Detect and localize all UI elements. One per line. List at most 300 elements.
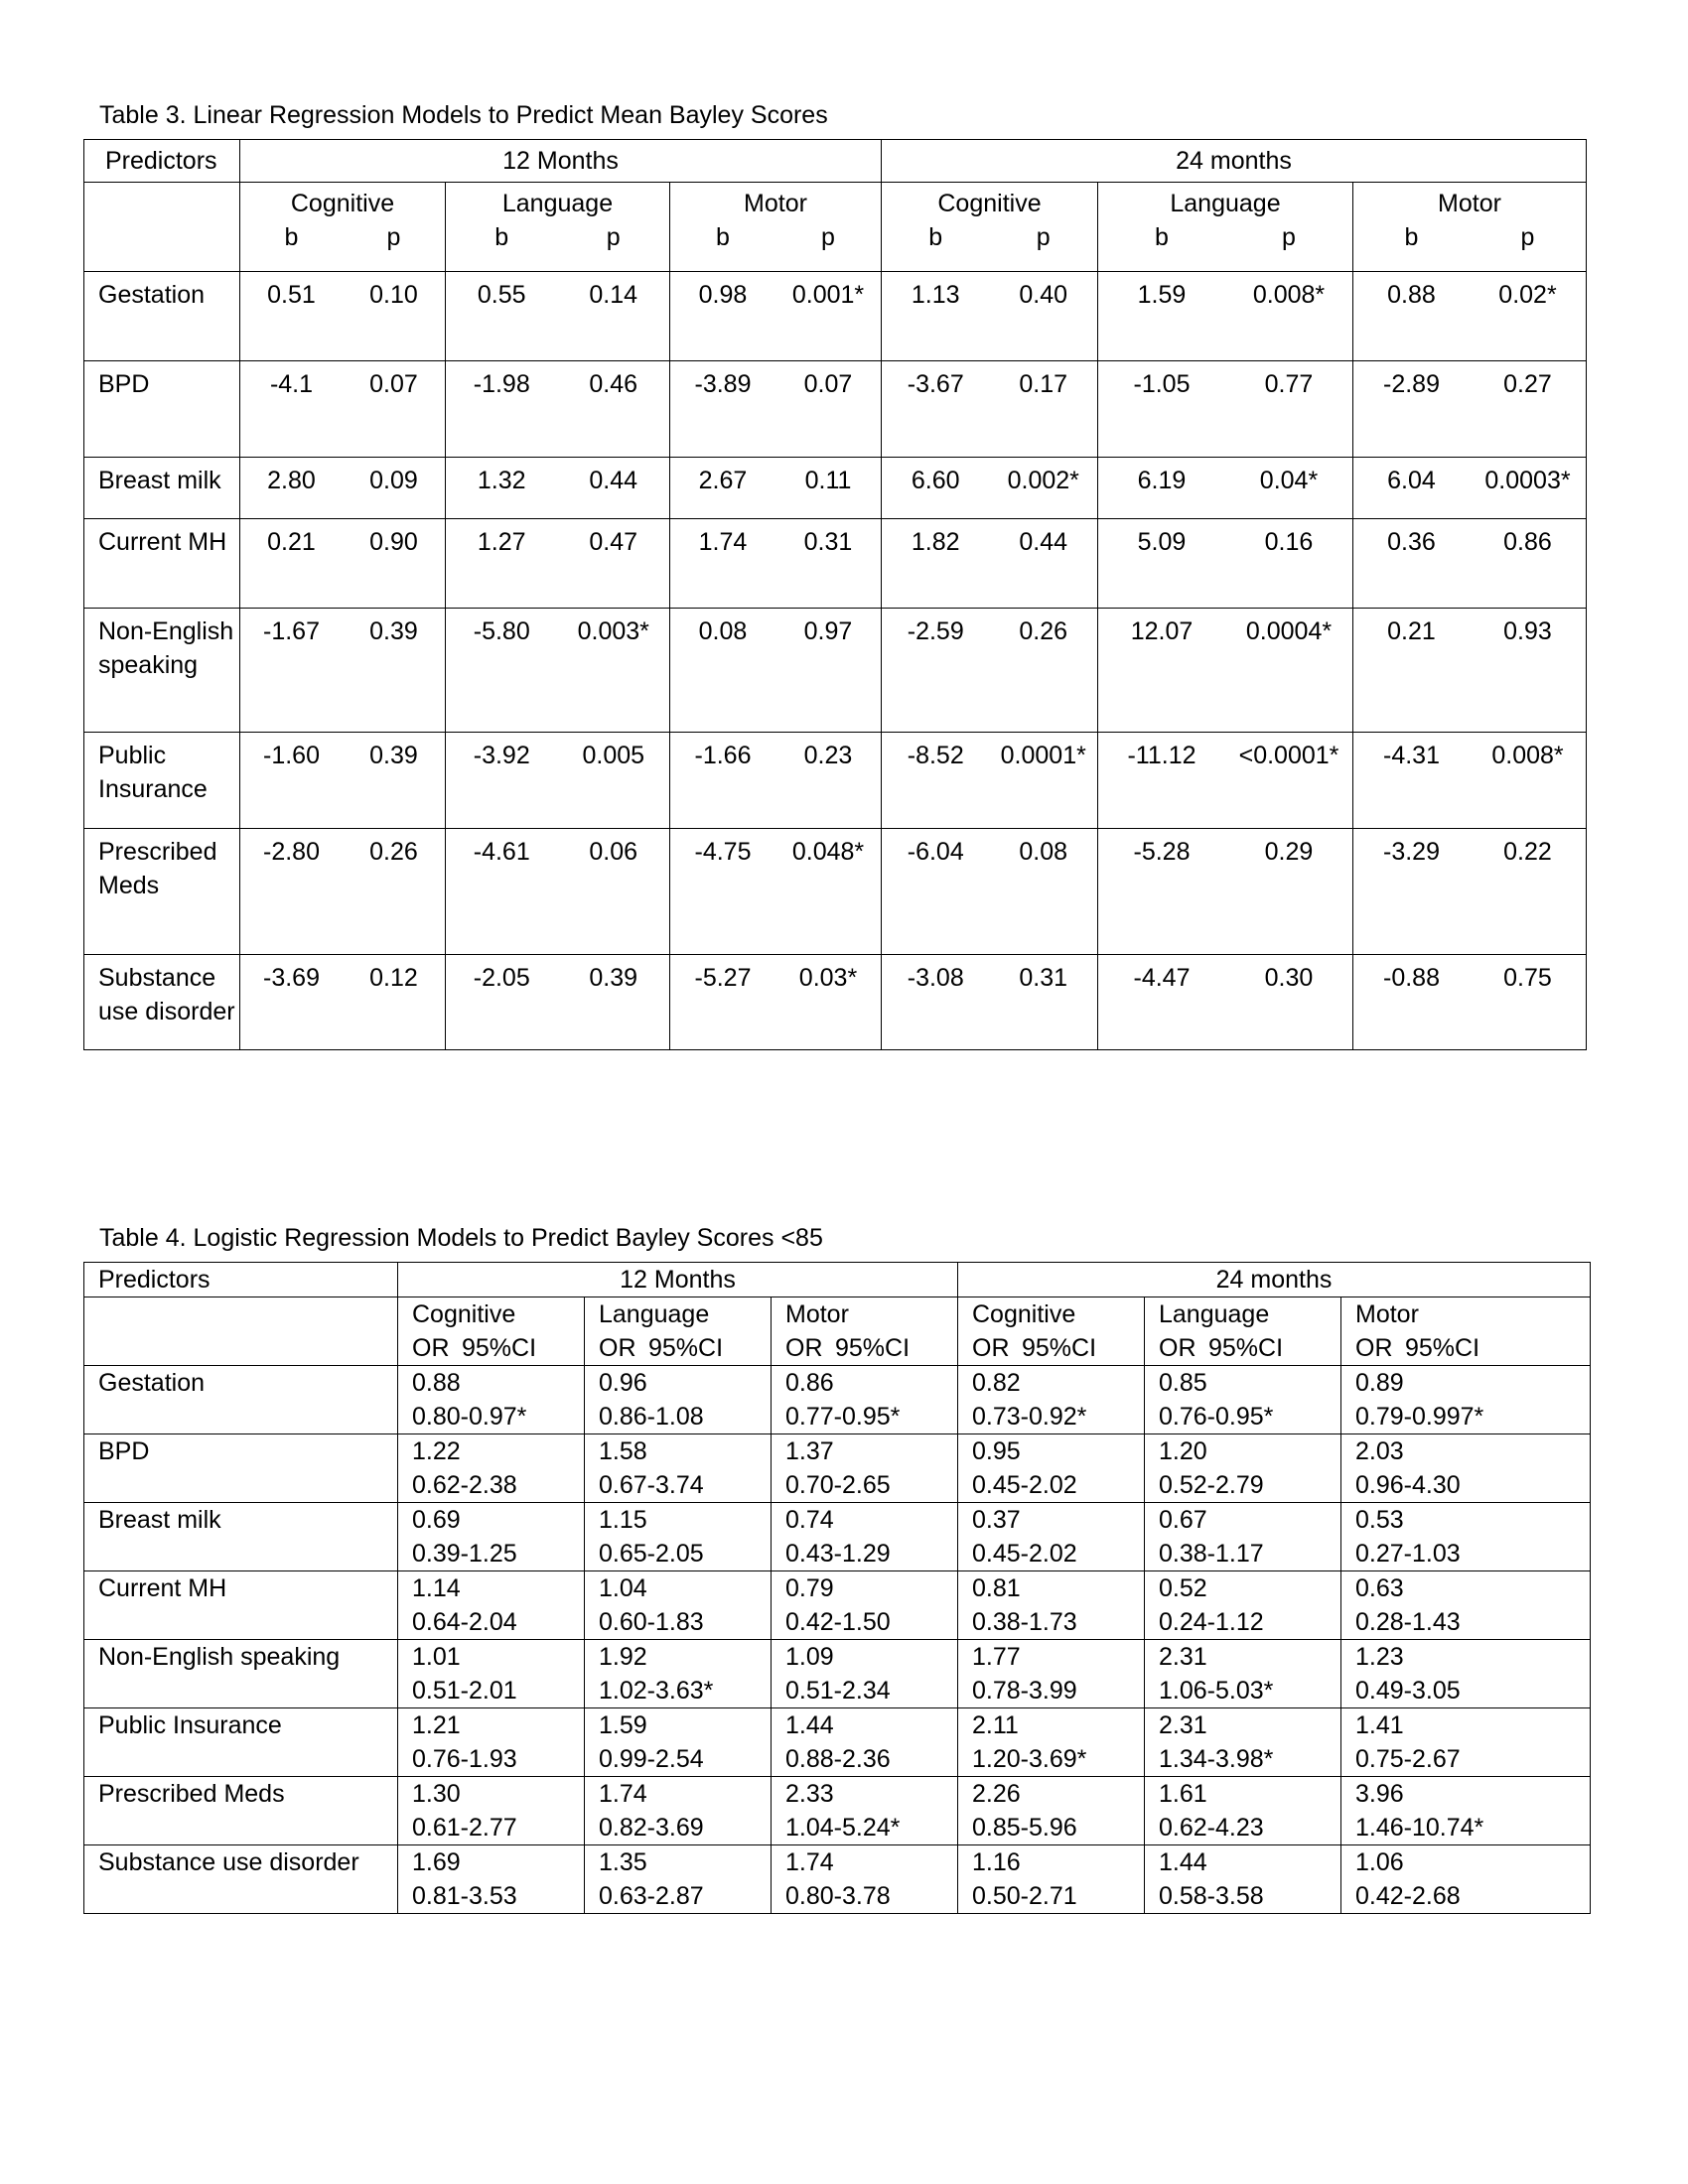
p-value: 0.39 — [589, 964, 638, 992]
b-p-pair — [1353, 367, 1586, 401]
domain-header-cell — [670, 183, 882, 272]
b-value: 2.80 — [267, 467, 316, 494]
or-value: 0.95 — [972, 1437, 1021, 1465]
value-cell — [1145, 1366, 1341, 1434]
table-row — [84, 1503, 1591, 1571]
value-cell — [670, 733, 882, 829]
sub-header — [1355, 1331, 1590, 1365]
b-value: -4.61 — [473, 838, 530, 866]
table-row — [84, 361, 1587, 458]
b-value: -1.66 — [694, 742, 752, 769]
or-value: 2.33 — [785, 1780, 834, 1808]
b-value: -1.05 — [1133, 370, 1191, 398]
b-label: b — [716, 223, 730, 251]
or-value: 1.92 — [599, 1643, 647, 1671]
p-value: 0.12 — [369, 964, 418, 992]
ci-label: 95%CI — [1208, 1334, 1284, 1362]
period-header-12m: 12 Months — [398, 1263, 958, 1297]
domain-header-cell — [772, 1297, 958, 1366]
ci-value: 0.27-1.03 — [1355, 1540, 1461, 1568]
ci-value: 0.39-1.25 — [412, 1540, 517, 1568]
value-cell — [772, 1571, 958, 1640]
b-value: 1.27 — [477, 528, 526, 556]
or-value: 2.03 — [1355, 1437, 1404, 1465]
b-p-pair — [446, 614, 669, 648]
b-p-pair — [446, 464, 669, 497]
value-cell — [240, 609, 446, 733]
p-value: 0.31 — [1019, 964, 1068, 992]
b-value: 1.82 — [911, 528, 960, 556]
domain-header-cell — [1341, 1297, 1591, 1366]
row-label: Gestation — [84, 272, 240, 361]
b-label: b — [928, 223, 943, 251]
ci-value: 0.73-0.92* — [972, 1403, 1087, 1431]
value-cell — [398, 1777, 585, 1845]
value-cell — [670, 272, 882, 361]
value-cell — [446, 955, 670, 1050]
value-cell — [772, 1366, 958, 1434]
row-label: Non-English speaking — [84, 1640, 398, 1708]
value-cell — [1353, 519, 1587, 609]
table-row — [84, 1571, 1591, 1640]
ci-value: 1.04-5.24* — [785, 1814, 901, 1842]
or-value: 1.44 — [1159, 1848, 1207, 1876]
or-value: 0.79 — [785, 1574, 834, 1602]
value-cell — [446, 272, 670, 361]
b-p-pair — [446, 739, 669, 772]
or-value: 1.69 — [412, 1848, 461, 1876]
b-p-pair — [1098, 614, 1352, 648]
p-value: 0.90 — [369, 528, 418, 556]
or-label: OR — [412, 1334, 450, 1362]
value-cell — [1353, 609, 1587, 733]
b-value: -2.89 — [1383, 370, 1440, 398]
ci-value: 0.82-3.69 — [599, 1814, 704, 1842]
value-cell — [585, 1503, 772, 1571]
domain-name: Language — [1170, 190, 1281, 217]
b-value: -5.28 — [1133, 838, 1191, 866]
value-cell — [958, 1845, 1145, 1914]
ci-value: 0.45-2.02 — [972, 1540, 1077, 1568]
p-value: 0.93 — [1503, 617, 1552, 645]
ci-label: 95%CI — [835, 1334, 911, 1362]
b-p-pair — [1098, 278, 1352, 312]
p-value: 0.002* — [1007, 467, 1079, 494]
value-cell — [398, 1708, 585, 1777]
empty-header-cell — [84, 1297, 398, 1366]
value-cell — [670, 458, 882, 519]
or-label: OR — [599, 1334, 636, 1362]
domain-name: Language — [501, 190, 614, 217]
value-cell — [772, 1503, 958, 1571]
value-cell — [958, 1434, 1145, 1503]
domain-name: Cognitive — [290, 190, 395, 217]
b-p-pair — [240, 367, 445, 401]
b-p-pair — [1353, 614, 1586, 648]
b-p-pair — [1353, 464, 1586, 497]
or-value: 0.82 — [972, 1369, 1021, 1397]
value-cell — [1353, 361, 1587, 458]
or-label: OR — [785, 1334, 823, 1362]
b-value: 1.32 — [477, 467, 526, 494]
ci-label: 95%CI — [1405, 1334, 1480, 1362]
b-p-pair — [882, 835, 1097, 869]
value-cell — [882, 609, 1098, 733]
value-cell — [1341, 1777, 1591, 1845]
ci-label: 95%CI — [462, 1334, 537, 1362]
p-value: 0.75 — [1503, 964, 1552, 992]
b-p-pair — [670, 464, 881, 497]
p-value: 0.10 — [369, 281, 418, 309]
or-value: 0.88 — [412, 1369, 461, 1397]
domain-name: Motor — [785, 1300, 849, 1328]
value-cell — [670, 955, 882, 1050]
p-value: 0.005 — [582, 742, 645, 769]
value-cell — [772, 1434, 958, 1503]
p-value: 0.44 — [589, 467, 638, 494]
b-p-pair — [670, 739, 881, 772]
p-value: 0.02* — [1498, 281, 1557, 309]
p-value: 0.04* — [1259, 467, 1319, 494]
or-label: OR — [972, 1334, 1010, 1362]
b-p-pair — [240, 835, 445, 869]
b-p-pair — [240, 464, 445, 497]
b-p-pair — [670, 367, 881, 401]
b-value: -1.98 — [473, 370, 530, 398]
or-value: 1.44 — [785, 1711, 834, 1739]
row-label: Substance use disorder — [84, 955, 240, 1050]
ci-value: 0.62-2.38 — [412, 1471, 517, 1499]
table-row — [84, 1434, 1591, 1503]
b-p-pair — [1353, 739, 1586, 772]
b-value: -4.75 — [694, 838, 752, 866]
value-cell — [772, 1845, 958, 1914]
or-value: 1.77 — [972, 1643, 1021, 1671]
b-value: 12.07 — [1130, 617, 1194, 645]
b-p-pair — [882, 525, 1097, 559]
value-cell — [670, 361, 882, 458]
p-value: 0.008* — [1491, 742, 1564, 769]
b-value: -4.1 — [269, 370, 314, 398]
ci-value: 0.61-2.77 — [412, 1814, 517, 1842]
value-cell — [585, 1571, 772, 1640]
table-row — [84, 829, 1587, 955]
predictors-header: Predictors — [84, 140, 240, 183]
value-cell — [585, 1366, 772, 1434]
b-value: -1.67 — [263, 617, 320, 645]
p-value: 0.16 — [1264, 528, 1314, 556]
b-p-pair — [446, 835, 669, 869]
row-label: Public Insurance — [84, 733, 240, 829]
p-value: 0.008* — [1252, 281, 1326, 309]
p-value: 0.26 — [1019, 617, 1068, 645]
ci-value: 0.62-4.23 — [1159, 1814, 1264, 1842]
domain-header-cell — [240, 183, 446, 272]
ci-value: 0.49-3.05 — [1355, 1677, 1461, 1705]
ci-value: 0.24-1.12 — [1159, 1608, 1264, 1636]
value-cell — [958, 1777, 1145, 1845]
sub-header — [972, 1331, 1144, 1365]
ci-value: 1.46-10.74* — [1355, 1814, 1484, 1842]
b-value: -3.08 — [907, 964, 964, 992]
value-cell — [1145, 1503, 1341, 1571]
or-value: 0.63 — [1355, 1574, 1404, 1602]
b-value: 5.09 — [1137, 528, 1187, 556]
value-cell — [585, 1708, 772, 1777]
p-value: 0.048* — [791, 838, 865, 866]
value-cell — [585, 1434, 772, 1503]
ci-value: 0.80-3.78 — [785, 1882, 891, 1910]
or-value: 1.20 — [1159, 1437, 1207, 1465]
or-value: 2.31 — [1159, 1711, 1207, 1739]
predictors-header: Predictors — [84, 1263, 398, 1297]
table-row — [84, 519, 1587, 609]
b-p-pair — [670, 278, 881, 312]
b-value: 1.74 — [698, 528, 748, 556]
b-p-pair — [1353, 835, 1586, 869]
sub-header — [670, 220, 881, 254]
value-cell — [1098, 733, 1353, 829]
p-value: 0.26 — [369, 838, 418, 866]
table4-caption: Table 4. Logistic Regression Models to Predict Bayley Scores <85 — [99, 1224, 823, 1252]
ci-value: 0.50-2.71 — [972, 1882, 1077, 1910]
or-value: 0.69 — [412, 1506, 461, 1534]
p-value: 0.77 — [1264, 370, 1314, 398]
b-p-pair — [1353, 961, 1586, 995]
domain-header-cell — [958, 1297, 1145, 1366]
table-row — [84, 1708, 1591, 1777]
value-cell — [398, 1503, 585, 1571]
domain-header-cell — [882, 183, 1098, 272]
sub-header — [412, 1331, 584, 1365]
value-cell — [240, 733, 446, 829]
or-value: 1.15 — [599, 1506, 647, 1534]
b-value: -3.89 — [694, 370, 752, 398]
value-cell — [240, 361, 446, 458]
b-value: -3.92 — [473, 742, 530, 769]
value-cell — [398, 1366, 585, 1434]
or-value: 0.67 — [1159, 1506, 1207, 1534]
p-label: p — [1282, 223, 1296, 251]
value-cell — [882, 829, 1098, 955]
ci-value: 0.63-2.87 — [599, 1882, 704, 1910]
p-value: 0.97 — [803, 617, 853, 645]
p-value: 0.27 — [1503, 370, 1552, 398]
domain-header-cell — [1098, 183, 1353, 272]
p-value: 0.17 — [1019, 370, 1068, 398]
value-cell — [1145, 1708, 1341, 1777]
domain-header-cell — [398, 1297, 585, 1366]
value-cell — [398, 1571, 585, 1640]
row-label: Current MH — [84, 519, 240, 609]
value-cell — [1353, 955, 1587, 1050]
domain-name: Cognitive — [937, 190, 1042, 217]
p-value: 0.09 — [369, 467, 418, 494]
b-value: -0.88 — [1383, 964, 1440, 992]
period-header-24m: 24 months — [958, 1263, 1591, 1297]
table-row — [84, 955, 1587, 1050]
or-value: 1.58 — [599, 1437, 647, 1465]
or-value: 3.96 — [1355, 1780, 1404, 1808]
domain-name: Motor — [744, 190, 807, 217]
ci-value: 0.38-1.73 — [972, 1608, 1077, 1636]
sub-header — [1159, 1331, 1340, 1365]
domain-header-cell — [1145, 1297, 1341, 1366]
or-value: 0.81 — [972, 1574, 1021, 1602]
or-value: 1.61 — [1159, 1780, 1207, 1808]
b-value: 0.88 — [1387, 281, 1436, 309]
row-label: Current MH — [84, 1571, 398, 1640]
ci-value: 0.51-2.01 — [412, 1677, 517, 1705]
b-value: -4.31 — [1383, 742, 1440, 769]
ci-value: 0.80-0.97* — [412, 1403, 527, 1431]
value-cell — [446, 829, 670, 955]
b-p-pair — [882, 464, 1097, 497]
or-value: 1.41 — [1355, 1711, 1404, 1739]
ci-value: 0.88-2.36 — [785, 1745, 891, 1773]
sub-header — [446, 220, 669, 254]
b-p-pair — [446, 367, 669, 401]
p-value: 0.47 — [589, 528, 638, 556]
value-cell — [670, 519, 882, 609]
or-value: 2.26 — [972, 1780, 1021, 1808]
b-p-pair — [240, 525, 445, 559]
p-label: p — [606, 223, 621, 251]
ci-label: 95%CI — [648, 1334, 724, 1362]
b-value: 2.67 — [698, 467, 748, 494]
value-cell — [1341, 1708, 1591, 1777]
b-p-pair — [240, 614, 445, 648]
or-value: 1.74 — [785, 1848, 834, 1876]
value-cell — [1145, 1571, 1341, 1640]
ci-value: 1.06-5.03* — [1159, 1677, 1274, 1705]
value-cell — [1145, 1845, 1341, 1914]
b-value: 6.04 — [1387, 467, 1436, 494]
domain-name: Language — [1159, 1300, 1270, 1328]
p-value: <0.0001* — [1238, 742, 1339, 769]
b-value: 0.98 — [698, 281, 748, 309]
ci-value: 0.58-3.58 — [1159, 1882, 1264, 1910]
linear-regression-table — [83, 139, 1587, 1050]
ci-value: 0.43-1.29 — [785, 1540, 891, 1568]
row-label: Non-English speaking — [84, 609, 240, 733]
p-value: 0.08 — [1019, 838, 1068, 866]
or-value: 1.16 — [972, 1848, 1021, 1876]
value-cell — [1353, 829, 1587, 955]
b-value: -2.05 — [473, 964, 530, 992]
p-value: 0.001* — [791, 281, 865, 309]
row-label: Gestation — [84, 1366, 398, 1434]
value-cell — [882, 733, 1098, 829]
b-label: b — [1404, 223, 1419, 251]
or-value: 0.37 — [972, 1506, 1021, 1534]
ci-value: 0.70-2.65 — [785, 1471, 891, 1499]
value-cell — [882, 361, 1098, 458]
ci-value: 0.99-2.54 — [599, 1745, 704, 1773]
p-value: 0.22 — [1503, 838, 1552, 866]
b-value: 6.60 — [911, 467, 960, 494]
value-cell — [1145, 1640, 1341, 1708]
b-p-pair — [1098, 525, 1352, 559]
value-cell — [882, 519, 1098, 609]
row-label: Public Insurance — [84, 1708, 398, 1777]
sub-header — [785, 1331, 957, 1365]
or-value: 1.14 — [412, 1574, 461, 1602]
or-value: 1.21 — [412, 1711, 461, 1739]
ci-value: 0.51-2.34 — [785, 1677, 891, 1705]
ci-value: 0.60-1.83 — [599, 1608, 704, 1636]
value-cell — [1341, 1571, 1591, 1640]
p-value: 0.39 — [369, 742, 418, 769]
sub-header — [240, 220, 445, 254]
row-label: BPD — [84, 361, 240, 458]
value-cell — [958, 1640, 1145, 1708]
b-p-pair — [1098, 367, 1352, 401]
value-cell — [882, 955, 1098, 1050]
value-cell — [1098, 361, 1353, 458]
value-cell — [958, 1708, 1145, 1777]
b-p-pair — [670, 525, 881, 559]
period-header-12m: 12 Months — [240, 140, 882, 183]
p-value: 0.07 — [369, 370, 418, 398]
row-label: Prescribed Meds — [84, 829, 240, 955]
b-value: 0.51 — [267, 281, 316, 309]
value-cell — [1341, 1366, 1591, 1434]
b-p-pair — [240, 739, 445, 772]
value-cell — [1098, 955, 1353, 1050]
b-value: -8.52 — [907, 742, 964, 769]
b-p-pair — [882, 739, 1097, 772]
value-cell — [1353, 458, 1587, 519]
value-cell — [585, 1640, 772, 1708]
ci-value: 0.79-0.997* — [1355, 1403, 1484, 1431]
value-cell — [772, 1777, 958, 1845]
or-label: OR — [1355, 1334, 1393, 1362]
ci-value: 1.20-3.69* — [972, 1745, 1087, 1773]
b-p-pair — [670, 835, 881, 869]
value-cell — [1098, 829, 1353, 955]
p-value: 0.30 — [1264, 964, 1314, 992]
domain-name: Cognitive — [972, 1300, 1076, 1328]
b-value: -5.27 — [694, 964, 752, 992]
value-cell — [585, 1845, 772, 1914]
p-value: 0.003* — [577, 617, 649, 645]
p-value: 0.44 — [1019, 528, 1068, 556]
value-cell — [670, 829, 882, 955]
value-cell — [958, 1366, 1145, 1434]
value-cell — [882, 272, 1098, 361]
domain-name: Cognitive — [412, 1300, 516, 1328]
value-cell — [446, 519, 670, 609]
row-label: Breast milk — [84, 458, 240, 519]
b-value: -6.04 — [907, 838, 964, 866]
b-p-pair — [1353, 278, 1586, 312]
b-value: 0.36 — [1387, 528, 1436, 556]
value-cell — [1341, 1434, 1591, 1503]
ci-value: 0.77-0.95* — [785, 1403, 901, 1431]
b-label: b — [1155, 223, 1169, 251]
or-value: 1.30 — [412, 1780, 461, 1808]
p-value: 0.0003* — [1484, 467, 1571, 494]
p-value: 0.40 — [1019, 281, 1068, 309]
or-value: 1.01 — [412, 1643, 461, 1671]
ci-value: 0.78-3.99 — [972, 1677, 1077, 1705]
p-value: 0.06 — [589, 838, 638, 866]
value-cell — [240, 829, 446, 955]
value-cell — [446, 609, 670, 733]
domain-name: Motor — [1355, 1300, 1419, 1328]
b-value: 0.55 — [477, 281, 526, 309]
